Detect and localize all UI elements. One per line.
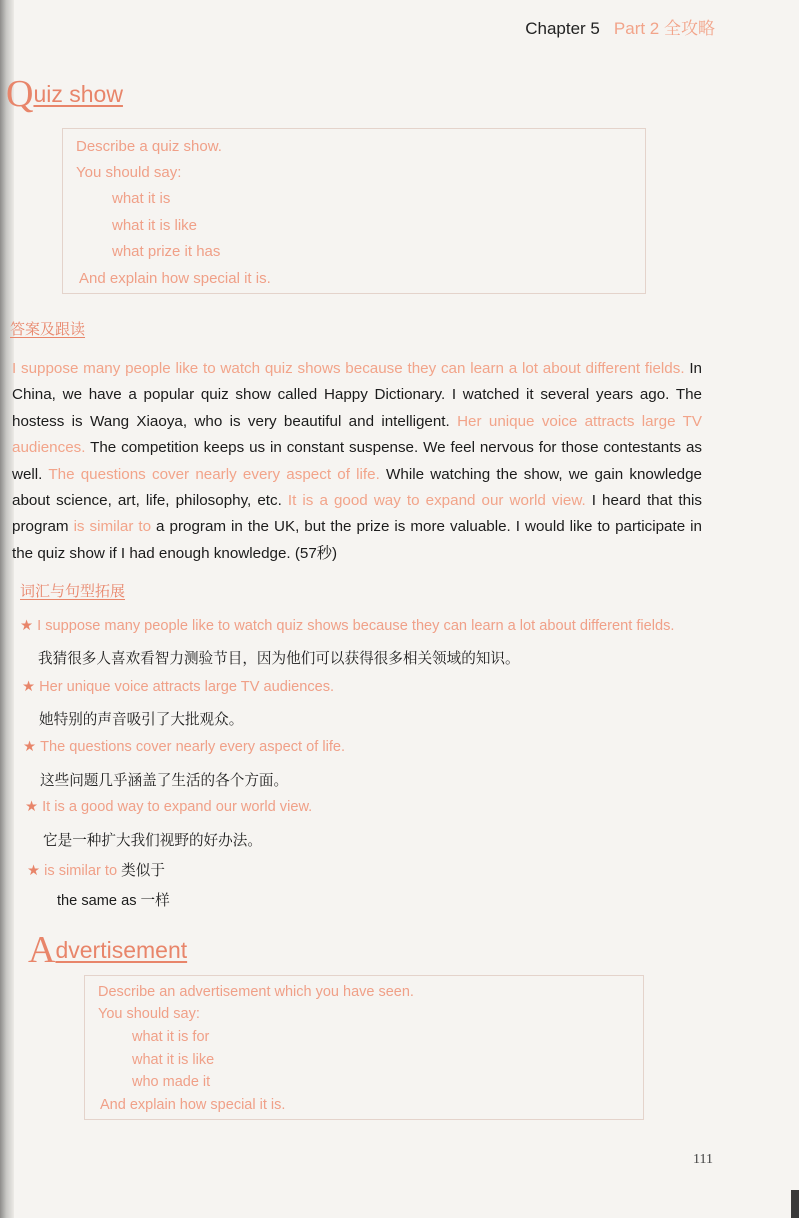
quiz-show-title: Quiz show [6,73,123,115]
star-icon: ★ [25,799,39,815]
vocab-item-en: ★ Her unique voice attracts large TV audiences. [22,679,335,695]
prompt-should-say: You should say: [76,164,182,181]
star-icon: ★ [27,863,41,879]
vocab-item-en: ★ The questions cover nearly every aspect of life. [23,739,346,755]
vocab-heading: 词汇与句型拓展 [20,583,126,600]
advertisement-prompt-card [84,975,644,1120]
prompt-explain: And explain how special it is. [79,270,271,287]
prompt-point: what it is [112,190,171,207]
prompt-explain: And explain how special it is. [100,1097,286,1113]
star-icon: ★ [20,618,34,634]
vocab-item-zh: 它是一种扩大我们视野的好办法。 [43,833,262,849]
prompt-describe: Describe a quiz show. [76,138,222,155]
advertisement-title: Advertisement [28,929,188,971]
answer-paragraph: I suppose many people like to watch quiz shows because they can learn a lot about different fields. In China, we have a popular quiz show called Happy Dictionary. I watched it several years ago. The hostess is Wang Xiaoya, who is very beautiful and intelligent. Her unique voice attracts large TV audiences. The competition keeps us in constant suspense. We feel nervous for those contestants as well. The questions cover nearly every aspect of life. While watching the show, we gain knowledge about science, art, life, philosophy, etc. It is a good way to expand our world view. I heard that this program is similar to a program in the UK, but the prize is more valuable. I would like to participate in the quiz show if I had enough knowledge. (57秒) [12,360,703,562]
vocab-item-zh: 这些问题几乎涵盖了生活的各个方面。 [40,773,289,789]
prompt-point: what prize it has [112,243,221,260]
vocab-item-en: ★ I suppose many people like to watch quiz shows because they can learn a lot about different fields. [20,618,675,634]
prompt-point: who made it [132,1074,211,1090]
quiz-prompt-card [62,128,646,294]
vocab-item-en: ★ It is a good way to expand our world view. [25,799,313,815]
prompt-describe: Describe an advertisement which you have seen. [98,984,414,1000]
part-label: Part 2 全攻略 [613,19,715,38]
vocab-similar: ★ is similar to 类似于 [27,863,165,879]
prompt-should-say: You should say: [98,1006,200,1022]
answer-heading: 答案及跟读 [10,321,86,338]
star-icon: ★ [23,739,37,755]
vocab-item-zh: 她特别的声音吸引了大批观众。 [39,712,244,728]
star-icon: ★ [22,679,36,695]
prompt-point: what it is like [132,1052,215,1068]
chapter-label: Chapter 5 [525,19,600,38]
vocab-similar-alt: the same as 一样 [57,893,170,909]
running-header [525,14,715,39]
book-spine-shadow [0,0,14,1218]
page-number: 111 [693,1152,713,1167]
prompt-point: what it is for [132,1029,210,1045]
prompt-point: what it is like [112,217,198,234]
vocab-item-zh: 我猜很多人喜欢看智力测验节目，因为他们可以获得很多相关领域的知识。 [38,651,520,667]
page-edge-mark [791,1190,799,1218]
